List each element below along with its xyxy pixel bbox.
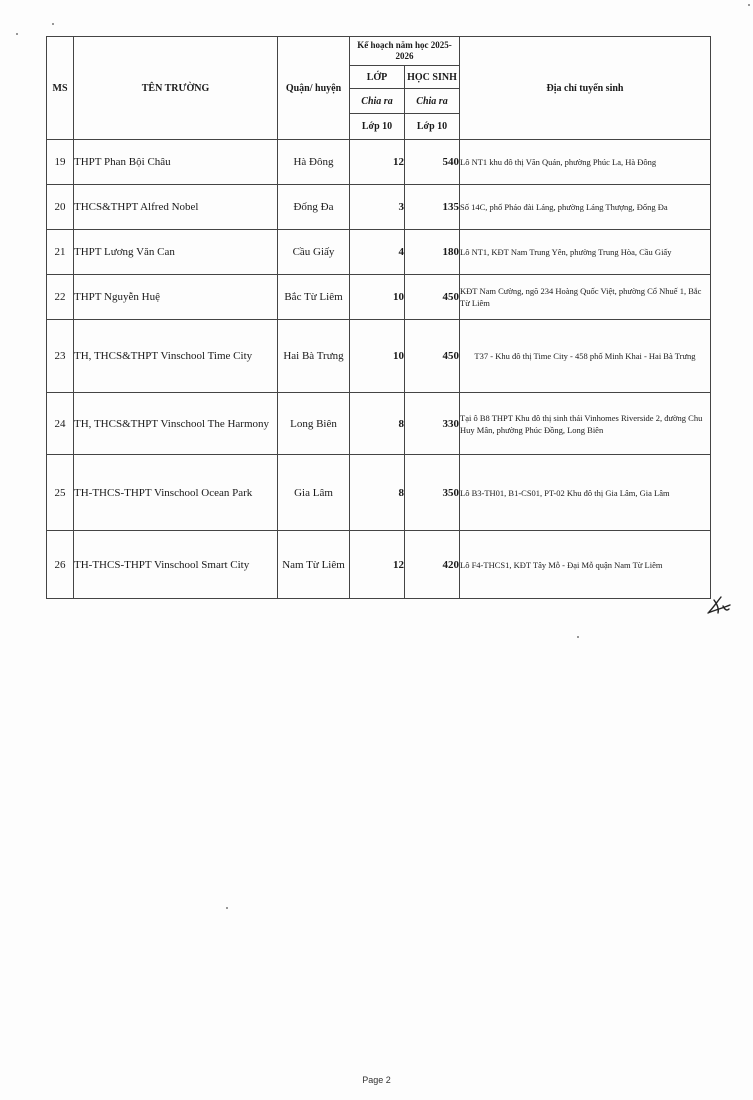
row-district: Bắc Từ Liêm bbox=[278, 275, 350, 320]
scan-speck bbox=[226, 907, 228, 909]
row-classes: 8 bbox=[350, 455, 405, 531]
header-district: Quận/ huyện bbox=[278, 37, 350, 140]
row-classes: 12 bbox=[350, 531, 405, 599]
row-students: 135 bbox=[405, 185, 460, 230]
table-row bbox=[47, 320, 711, 393]
row-students: 450 bbox=[405, 320, 460, 393]
header-students-split: Chia ra bbox=[405, 89, 460, 114]
row-students: 330 bbox=[405, 393, 460, 455]
header-plan-year: Kế hoạch năm học 2025-2026 bbox=[350, 37, 460, 66]
row-address: KĐT Nam Cường, ngõ 234 Hoàng Quốc Việt, phường Cổ Nhuế 1, Bắc Từ Liêm bbox=[460, 275, 711, 320]
table-row bbox=[47, 275, 711, 320]
header-classes-grade: Lớp 10 bbox=[350, 114, 405, 140]
row-classes: 10 bbox=[350, 320, 405, 393]
row-district: Nam Từ Liêm bbox=[278, 531, 350, 599]
row-district: Cầu Giấy bbox=[278, 230, 350, 275]
row-district: Gia Lâm bbox=[278, 455, 350, 531]
row-address: Lô B3-TH01, B1-CS01, PT-02 Khu đô thị Gia Lâm, Gia Lâm bbox=[460, 455, 711, 531]
row-school-name: THPT Nguyễn Huệ bbox=[74, 275, 278, 320]
row-ms: 26 bbox=[47, 531, 74, 599]
row-classes: 4 bbox=[350, 230, 405, 275]
row-students: 180 bbox=[405, 230, 460, 275]
row-address: Số 14C, phố Pháo đài Láng, phường Láng Thượng, Đống Đa bbox=[460, 185, 711, 230]
row-school-name: THPT Phan Bội Châu bbox=[74, 140, 278, 185]
scan-speck bbox=[16, 33, 18, 35]
row-students: 450 bbox=[405, 275, 460, 320]
row-school-name: TH-THCS-THPT Vinschool Ocean Park bbox=[74, 455, 278, 531]
row-school-name: TH, THCS&THPT Vinschool Time City bbox=[74, 320, 278, 393]
header-ms: MS bbox=[47, 37, 74, 140]
table-row bbox=[47, 531, 711, 599]
row-classes: 3 bbox=[350, 185, 405, 230]
row-school-name: TH, THCS&THPT Vinschool The Harmony bbox=[74, 393, 278, 455]
row-ms: 19 bbox=[47, 140, 74, 185]
row-district: Đống Đa bbox=[278, 185, 350, 230]
row-ms: 24 bbox=[47, 393, 74, 455]
row-address: T37 - Khu đô thị Time City - 458 phố Minh Khai - Hai Bà Trưng bbox=[460, 320, 711, 393]
table-row bbox=[47, 393, 711, 455]
row-classes: 8 bbox=[350, 393, 405, 455]
table-header bbox=[47, 37, 711, 140]
page-number: Page 2 bbox=[362, 1075, 391, 1085]
row-students: 540 bbox=[405, 140, 460, 185]
row-district: Hai Bà Trưng bbox=[278, 320, 350, 393]
row-address: Lô NT1 khu đô thị Văn Quán, phường Phúc La, Hà Đông bbox=[460, 140, 711, 185]
row-district: Hà Đông bbox=[278, 140, 350, 185]
row-students: 420 bbox=[405, 531, 460, 599]
row-classes: 10 bbox=[350, 275, 405, 320]
header-classes-split: Chia ra bbox=[350, 89, 405, 114]
table-row bbox=[47, 455, 711, 531]
table-row bbox=[47, 140, 711, 185]
header-school-name: TÊN TRƯỜNG bbox=[74, 37, 278, 140]
header-classes: LỚP bbox=[350, 66, 405, 89]
row-ms: 21 bbox=[47, 230, 74, 275]
scan-speck bbox=[748, 4, 750, 6]
row-school-name: THPT Lương Văn Can bbox=[74, 230, 278, 275]
header-students: HỌC SINH bbox=[405, 66, 460, 89]
row-school-name: THCS&THPT Alfred Nobel bbox=[74, 185, 278, 230]
table-row bbox=[47, 185, 711, 230]
row-ms: 20 bbox=[47, 185, 74, 230]
scan-speck bbox=[577, 636, 579, 638]
row-classes: 12 bbox=[350, 140, 405, 185]
enrollment-plan-table bbox=[46, 36, 711, 599]
header-address: Địa chỉ tuyển sinh bbox=[460, 37, 711, 140]
signature-mark bbox=[705, 594, 733, 616]
row-address: Tại ô B8 THPT Khu đô thị sinh thái Vinhomes Riverside 2, đường Chu Huy Mân, phường Phúc Đồng, Long Biên bbox=[460, 393, 711, 455]
row-ms: 25 bbox=[47, 455, 74, 531]
row-address: Lô NT1, KĐT Nam Trung Yên, phường Trung Hòa, Cầu Giấy bbox=[460, 230, 711, 275]
row-school-name: TH-THCS-THPT Vinschool Smart City bbox=[74, 531, 278, 599]
row-address: Lô F4-THCS1, KĐT Tây Mỗ - Đại Mỗ quận Nam Từ Liêm bbox=[460, 531, 711, 599]
table-row bbox=[47, 230, 711, 275]
header-students-grade: Lớp 10 bbox=[405, 114, 460, 140]
row-ms: 23 bbox=[47, 320, 74, 393]
row-ms: 22 bbox=[47, 275, 74, 320]
row-district: Long Biên bbox=[278, 393, 350, 455]
scan-speck bbox=[52, 23, 54, 25]
row-students: 350 bbox=[405, 455, 460, 531]
